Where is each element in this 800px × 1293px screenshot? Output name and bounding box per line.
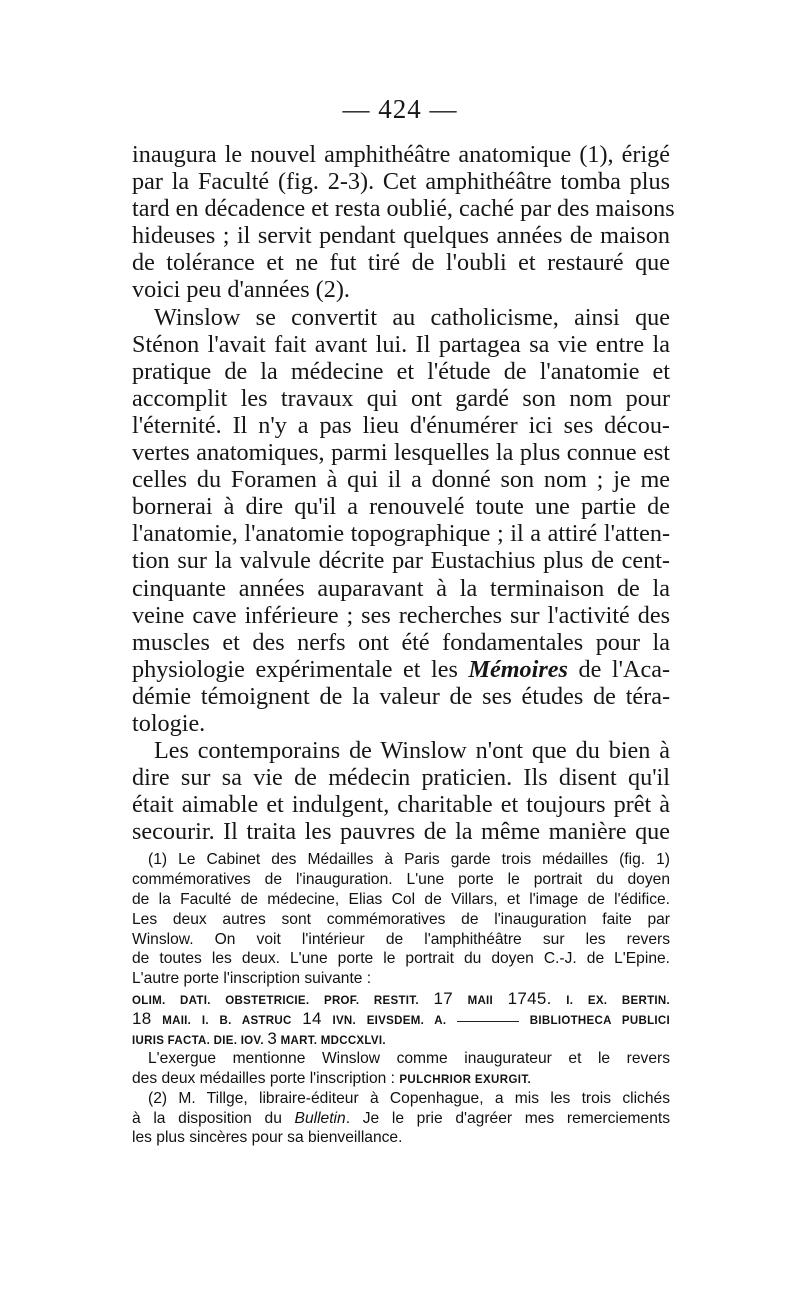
text-line: hideuses ; il servit pendant quelques années de maison [132,222,670,250]
footnote-line: L'autre porte l'inscription suivante : [132,970,372,988]
inscription-fragment: OLIM. DATI. OBSTETRICIE. PROF. RESTIT. [132,995,419,1008]
text-line: démie témoignent de la valeur de ses études de téra- [132,682,670,710]
text-line: bornerai à dire qu'il a renouvelé toute une partie de [132,493,670,521]
inscription-line [132,989,670,1009]
text-line: voici peu d'années (2). [132,276,350,304]
inscription-fragment: BIBLIOTHECA PUBLICI [529,1015,671,1028]
bulletin-title: Bulletin [294,1109,346,1127]
paragraph-start: Les contemporains de Winslow n'ont que du bien à [154,737,670,765]
page-number: — 424 — [342,94,458,124]
text-line: muscles et des nerfs ont été fondamentales pour la [132,628,670,656]
text-line: secourir. Il traita les pauvres de la même manière que [132,818,670,846]
text-line: pratique de la médecine et l'étude de l'anatomie et [132,357,670,385]
text-line: veine cave inférieure ; ses recherches sur l'activité des [132,601,670,629]
footnote-line [132,1109,670,1129]
text-line: tard en décadence et resta oublié, caché par des maisons [132,195,675,223]
text-fragment: des deux médailles porte l'inscription : [132,1069,396,1087]
inscription-fragment: MAII [467,995,494,1008]
inscription-fragment: 1745. [507,989,552,1009]
inscription-fragment: IVN. EIVSDEM. A. [332,1015,447,1028]
inscription-rule [457,1021,519,1022]
footnote-line: de toutes les deux. L'une porte le portrait du doyen C.-J. de L'Epine. [132,950,670,968]
inscription-fragment: 17 [433,989,453,1009]
text-fragment: physiologie expérimentale et les [132,655,469,683]
exergue-motto: PULCHRIOR EXURGIT. [399,1073,532,1086]
text-line: tion sur la valvule décrite par Eustachius plus de cent- [132,547,670,575]
footnote-line: L'exergue mentionne Winslow comme inaugurateur et le revers [148,1049,670,1067]
text-line: l'anatomie, l'anatomie topographique ; il a attiré l'atten- [132,520,670,548]
text-fragment: à la disposition du [132,1109,295,1127]
footnotes [132,850,670,1148]
text-line: accomplit les travaux qui ont gardé son nom pour [132,384,670,412]
text-line: Sténon l'avait fait avant lui. Il partagea sa vie entre la [132,330,670,358]
inscription-fragment: MART. MDCCXLVI. [280,1035,386,1048]
footnote-line [132,1069,670,1089]
inscription-fragment: 3 [267,1029,278,1049]
inscription-fragment: 18 [132,1009,152,1029]
footnote-line: Les deux autres sont commémoratives de l'inauguration faite par [132,910,670,928]
text-line: vertes anatomiques, parmi lesquelles la plus connue est [132,439,670,467]
inscription-line [132,1029,670,1049]
text-fragment: de l'Aca- [567,655,670,683]
inscription-fragment: I. EX. BERTIN. [566,995,670,1008]
text-line: celles du Foramen à qui il a donné son nom ; je me [132,466,670,494]
main-text [132,141,675,846]
paragraph-start: Winslow se convertit au catholicisme, ainsi que [154,303,670,331]
footnote-line: de la Faculté de médecine, Elias Col de Villars, et l'image de l'édifice. [132,890,670,908]
text-fragment: . Je le prie d'agréer mes remerciements [345,1109,670,1127]
inscription-fragment: 14 [302,1009,322,1029]
footnote-line: commémoratives de l'inauguration. L'une porte le portrait du doyen [132,870,670,888]
text-line: inaugura le nouvel amphithéâtre anatomique (1), érigé [132,141,670,168]
text-line: cinquante années auparavant à la terminaison de la [132,574,670,602]
footnote-line: les plus sincères pour sa bienveillance. [132,1129,403,1147]
memoires-title: Mémoires [468,655,568,683]
text-line-with-title [132,656,670,683]
footnote-line: Winslow. On voit l'intérieur de l'amphithéâtre sur les revers [132,930,670,948]
text-line: de tolérance et ne fut tiré de l'oubli et restauré que [132,249,670,277]
text-line: l'éternité. Il n'y a pas lieu d'énumérer ici ses décou- [132,411,670,439]
text-line: par la Faculté (fig. 2-3). Cet amphithéâtre tomba plus [132,168,670,196]
text-line: était aimable et indulgent, charitable et toujours prêt à [132,791,670,819]
inscription-line [132,1009,670,1029]
footnote-2: (2) M. Tillge, libraire-éditeur à Copenhague, a mis les trois clichés [148,1089,670,1107]
inscription-fragment: IURIS FACTA. DIE. IOV. [132,1035,264,1048]
footnote-1: (1) Le Cabinet des Médailles à Paris garde trois médailles (fig. 1) [148,851,670,868]
text-line: dire sur sa vie de médecin praticien. Ils disent qu'il [132,764,670,792]
text-line: tologie. [132,709,206,737]
inscription-fragment: MAII. I. B. ASTRUC [162,1015,292,1028]
